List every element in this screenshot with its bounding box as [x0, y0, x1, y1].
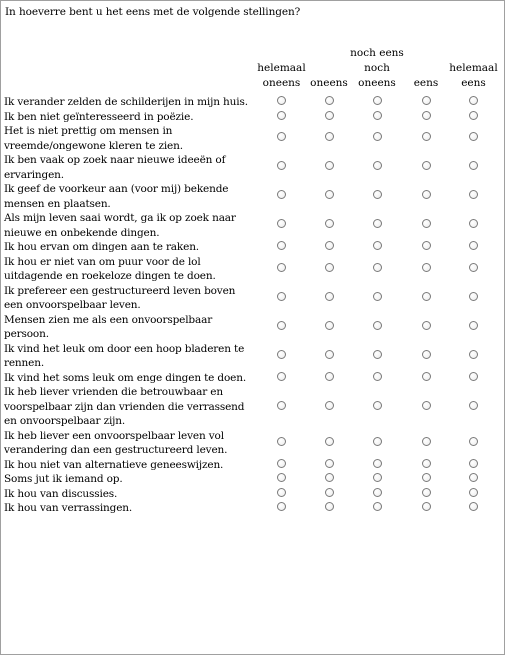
- option-cell-oneens: [309, 313, 349, 342]
- radio-helemaal-eens[interactable]: [469, 190, 478, 199]
- radio-oneens[interactable]: [325, 132, 334, 141]
- option-cell-eens: [405, 385, 447, 429]
- statement-row: [4, 429, 500, 458]
- option-cell-helemaal-oneens: [254, 472, 309, 487]
- statement-text: Ik hou niet van alternatieve geneeswijzen.: [4, 458, 224, 471]
- statement-text: Ik prefereer een gestructureerd leven boven een onvoorspelbaar leven.: [4, 284, 236, 311]
- radio-oneens[interactable]: [325, 473, 334, 482]
- radio-oneens[interactable]: [325, 502, 334, 511]
- radio-helemaal-eens[interactable]: [469, 132, 478, 141]
- statement-row: [4, 501, 500, 516]
- statement-text: Ik hou er niet van om puur voor de lol uitdagende en roekeloze dingen te doen.: [4, 255, 216, 282]
- option-cell-helemaal-eens: [447, 458, 500, 473]
- option-cell-eens: [405, 501, 447, 516]
- option-cell-neutraal: [349, 284, 405, 313]
- option-cell-helemaal-oneens: [254, 240, 309, 255]
- option-cell-helemaal-eens: [447, 501, 500, 516]
- option-cell-neutraal: [349, 313, 405, 342]
- option-cell-eens: [405, 342, 447, 371]
- statement-row: [4, 371, 500, 386]
- option-cell-neutraal: [349, 458, 405, 473]
- option-cell-eens: [405, 124, 447, 153]
- radio-eens[interactable]: [422, 111, 431, 120]
- statement-row: [4, 458, 500, 473]
- statement-row: [4, 342, 500, 371]
- radio-neutraal[interactable]: [373, 190, 382, 199]
- statement-column-header: [4, 46, 254, 95]
- radio-oneens[interactable]: [325, 161, 334, 170]
- radio-oneens[interactable]: [325, 219, 334, 228]
- option-cell-helemaal-oneens: [254, 458, 309, 473]
- radio-eens[interactable]: [422, 241, 431, 250]
- radio-helemaal-eens[interactable]: [469, 161, 478, 170]
- statement-row: [4, 124, 500, 153]
- column-header-eens: eens: [413, 77, 439, 89]
- option-cell-eens: [405, 182, 447, 211]
- option-cell-neutraal: [349, 501, 405, 516]
- radio-helemaal-oneens[interactable]: [277, 401, 286, 410]
- option-cell-oneens: [309, 458, 349, 473]
- radio-helemaal-eens[interactable]: [469, 437, 478, 446]
- option-cell-oneens: [309, 284, 349, 313]
- option-cell-helemaal-oneens: [254, 182, 309, 211]
- radio-eens[interactable]: [422, 459, 431, 468]
- radio-eens[interactable]: [422, 350, 431, 359]
- option-cell-helemaal-eens: [447, 182, 500, 211]
- likert-grid: [4, 46, 500, 516]
- radio-neutraal[interactable]: [373, 111, 382, 120]
- radio-helemaal-eens[interactable]: [469, 219, 478, 228]
- statement-text: Ik vind het leuk om door een hoop bladeren te rennen.: [4, 342, 245, 369]
- radio-eens[interactable]: [422, 132, 431, 141]
- statement-row: [4, 95, 500, 110]
- option-cell-oneens: [309, 385, 349, 429]
- question-text: In hoeverre bent u het eens met de volgende stellingen?: [5, 6, 301, 18]
- radio-helemaal-oneens[interactable]: [277, 350, 286, 359]
- statement-row: [4, 472, 500, 487]
- radio-neutraal[interactable]: [373, 401, 382, 410]
- radio-helemaal-oneens[interactable]: [277, 161, 286, 170]
- radio-oneens[interactable]: [325, 459, 334, 468]
- radio-eens[interactable]: [422, 372, 431, 381]
- option-cell-neutraal: [349, 342, 405, 371]
- option-cell-oneens: [309, 342, 349, 371]
- radio-oneens[interactable]: [325, 372, 334, 381]
- option-cell-eens: [405, 110, 447, 125]
- statement-row: [4, 153, 500, 182]
- radio-helemaal-oneens[interactable]: [277, 488, 286, 497]
- option-cell-eens: [405, 371, 447, 386]
- option-cell-neutraal: [349, 472, 405, 487]
- radio-oneens[interactable]: [325, 350, 334, 359]
- statement-text: Ik hou van discussies.: [4, 487, 118, 500]
- option-cell-eens: [405, 240, 447, 255]
- option-cell-helemaal-oneens: [254, 342, 309, 371]
- option-cell-neutraal: [349, 153, 405, 182]
- column-header-helemaal-oneens: helemaal oneens: [257, 62, 306, 89]
- option-cell-neutraal: [349, 429, 405, 458]
- option-cell-oneens: [309, 110, 349, 125]
- statement-text: Het is niet prettig om mensen in vreemde/ongewone kleren te zien.: [4, 125, 183, 152]
- statement-row: [4, 284, 500, 313]
- radio-oneens[interactable]: [325, 401, 334, 410]
- option-cell-neutraal: [349, 95, 405, 110]
- statement-text: Ik verander zelden de schilderijen in mijn huis.: [4, 96, 248, 108]
- statement-row: [4, 487, 500, 502]
- radio-oneens[interactable]: [325, 190, 334, 199]
- radio-helemaal-eens[interactable]: [469, 488, 478, 497]
- option-cell-oneens: [309, 472, 349, 487]
- radio-neutraal[interactable]: [373, 321, 382, 330]
- radio-eens[interactable]: [422, 502, 431, 511]
- option-cell-eens: [405, 313, 447, 342]
- radio-helemaal-eens[interactable]: [469, 321, 478, 330]
- radio-eens[interactable]: [422, 473, 431, 482]
- option-cell-oneens: [309, 255, 349, 284]
- option-cell-helemaal-oneens: [254, 124, 309, 153]
- option-cell-helemaal-eens: [447, 124, 500, 153]
- radio-oneens[interactable]: [325, 96, 334, 105]
- radio-neutraal[interactable]: [373, 96, 382, 105]
- option-cell-helemaal-oneens: [254, 284, 309, 313]
- radio-helemaal-eens[interactable]: [469, 401, 478, 410]
- radio-helemaal-oneens[interactable]: [277, 96, 286, 105]
- option-cell-helemaal-oneens: [254, 501, 309, 516]
- option-cell-neutraal: [349, 110, 405, 125]
- option-cell-neutraal: [349, 487, 405, 502]
- radio-eens[interactable]: [422, 219, 431, 228]
- statement-text: Mensen zien me als een onvoorspelbaar persoon.: [4, 313, 213, 340]
- statement-row: [4, 240, 500, 255]
- option-cell-helemaal-eens: [447, 371, 500, 386]
- radio-helemaal-eens[interactable]: [469, 241, 478, 250]
- option-cell-helemaal-eens: [447, 342, 500, 371]
- option-cell-eens: [405, 284, 447, 313]
- radio-eens[interactable]: [422, 263, 431, 272]
- radio-neutraal[interactable]: [373, 488, 382, 497]
- radio-helemaal-eens[interactable]: [469, 292, 478, 301]
- statement-text: Ik ben niet geïnteresseerd in poëzie.: [4, 110, 194, 123]
- option-cell-neutraal: [349, 182, 405, 211]
- statement-text: Als mijn leven saai wordt, ga ik op zoek naar nieuwe en onbekende dingen.: [4, 212, 236, 239]
- radio-neutraal[interactable]: [373, 459, 382, 468]
- option-cell-oneens: [309, 240, 349, 255]
- statement-text: Ik vind het soms leuk om enge dingen te doen.: [4, 371, 247, 384]
- option-cell-helemaal-eens: [447, 211, 500, 240]
- option-cell-neutraal: [349, 385, 405, 429]
- statement-row: [4, 385, 500, 429]
- option-cell-helemaal-eens: [447, 472, 500, 487]
- option-cell-eens: [405, 472, 447, 487]
- radio-oneens[interactable]: [325, 292, 334, 301]
- option-cell-helemaal-eens: [447, 153, 500, 182]
- radio-helemaal-oneens[interactable]: [277, 321, 286, 330]
- option-cell-oneens: [309, 95, 349, 110]
- option-cell-neutraal: [349, 211, 405, 240]
- option-cell-oneens: [309, 211, 349, 240]
- radio-neutraal[interactable]: [373, 292, 382, 301]
- option-cell-helemaal-eens: [447, 110, 500, 125]
- option-cell-oneens: [309, 501, 349, 516]
- radio-helemaal-eens[interactable]: [469, 502, 478, 511]
- option-cell-helemaal-oneens: [254, 487, 309, 502]
- radio-neutraal[interactable]: [373, 161, 382, 170]
- radio-neutraal[interactable]: [373, 263, 382, 272]
- option-cell-helemaal-eens: [447, 313, 500, 342]
- option-cell-helemaal-eens: [447, 240, 500, 255]
- statement-text: Ik heb liever vrienden die betrouwbaar en voorspelbaar zijn dan vrienden die verrassend en onvoorspelbaar zijn.: [4, 386, 245, 427]
- option-cell-helemaal-oneens: [254, 95, 309, 110]
- radio-helemaal-eens[interactable]: [469, 372, 478, 381]
- option-cell-eens: [405, 458, 447, 473]
- statement-text: Ik hou ervan om dingen aan te raken.: [4, 241, 199, 253]
- statement-row: [4, 110, 500, 125]
- radio-eens[interactable]: [422, 321, 431, 330]
- option-cell-helemaal-eens: [447, 429, 500, 458]
- radio-helemaal-oneens[interactable]: [277, 459, 286, 468]
- option-cell-helemaal-eens: [447, 284, 500, 313]
- radio-oneens[interactable]: [325, 321, 334, 330]
- option-cell-helemaal-oneens: [254, 429, 309, 458]
- statement-text: Ik ben vaak op zoek naar nieuwe ideeën of ervaringen.: [4, 154, 226, 181]
- option-cell-eens: [405, 255, 447, 284]
- column-header-oneens: oneens: [310, 77, 348, 89]
- radio-neutraal[interactable]: [373, 350, 382, 359]
- radio-helemaal-oneens[interactable]: [277, 190, 286, 199]
- statement-text: Ik heb liever een onvoorspelbaar leven vol verandering dan een gestructureerd leven.: [4, 429, 228, 456]
- radio-oneens[interactable]: [325, 111, 334, 120]
- radio-oneens[interactable]: [325, 437, 334, 446]
- header-row: [4, 46, 500, 95]
- radio-helemaal-oneens[interactable]: [277, 241, 286, 250]
- option-cell-helemaal-oneens: [254, 153, 309, 182]
- radio-oneens[interactable]: [325, 263, 334, 272]
- option-cell-oneens: [309, 429, 349, 458]
- radio-helemaal-oneens[interactable]: [277, 473, 286, 482]
- radio-oneens[interactable]: [325, 241, 334, 250]
- option-cell-neutraal: [349, 240, 405, 255]
- option-cell-helemaal-oneens: [254, 371, 309, 386]
- option-cell-oneens: [309, 124, 349, 153]
- radio-helemaal-eens[interactable]: [469, 459, 478, 468]
- radio-helemaal-oneens[interactable]: [277, 502, 286, 511]
- radio-helemaal-oneens[interactable]: [277, 132, 286, 141]
- radio-oneens[interactable]: [325, 488, 334, 497]
- option-cell-helemaal-oneens: [254, 211, 309, 240]
- radio-eens[interactable]: [422, 96, 431, 105]
- radio-eens[interactable]: [422, 161, 431, 170]
- radio-eens[interactable]: [422, 437, 431, 446]
- statement-text: Ik hou van verrassingen.: [4, 502, 133, 514]
- option-cell-helemaal-eens: [447, 385, 500, 429]
- radio-eens[interactable]: [422, 488, 431, 497]
- option-cell-helemaal-eens: [447, 95, 500, 110]
- statement-row: [4, 182, 500, 211]
- option-cell-eens: [405, 95, 447, 110]
- option-cell-eens: [405, 153, 447, 182]
- radio-helemaal-oneens[interactable]: [277, 111, 286, 120]
- option-cell-helemaal-oneens: [254, 385, 309, 429]
- radio-neutraal[interactable]: [373, 372, 382, 381]
- radio-neutraal[interactable]: [373, 473, 382, 482]
- option-cell-neutraal: [349, 124, 405, 153]
- statement-text: Soms jut ik iemand op.: [4, 473, 123, 485]
- radio-eens[interactable]: [422, 401, 431, 410]
- statement-row: [4, 211, 500, 240]
- radio-neutraal[interactable]: [373, 132, 382, 141]
- radio-neutraal[interactable]: [373, 241, 382, 250]
- radio-helemaal-eens[interactable]: [469, 350, 478, 359]
- option-cell-neutraal: [349, 371, 405, 386]
- option-cell-helemaal-eens: [447, 255, 500, 284]
- statement-row: [4, 255, 500, 284]
- radio-helemaal-eens[interactable]: [469, 96, 478, 105]
- radio-helemaal-oneens[interactable]: [277, 292, 286, 301]
- option-cell-oneens: [309, 487, 349, 502]
- column-header-neutraal: noch eens noch oneens: [350, 47, 404, 89]
- statement-row: [4, 313, 500, 342]
- option-cell-oneens: [309, 182, 349, 211]
- radio-helemaal-eens[interactable]: [469, 111, 478, 120]
- radio-helemaal-oneens[interactable]: [277, 263, 286, 272]
- option-cell-neutraal: [349, 255, 405, 284]
- statement-text: Ik geef de voorkeur aan (voor mij) bekende mensen en plaatsen.: [4, 183, 229, 210]
- radio-eens[interactable]: [422, 292, 431, 301]
- radio-helemaal-oneens[interactable]: [277, 437, 286, 446]
- radio-helemaal-oneens[interactable]: [277, 219, 286, 228]
- option-cell-eens: [405, 429, 447, 458]
- radio-neutraal[interactable]: [373, 437, 382, 446]
- option-cell-helemaal-oneens: [254, 255, 309, 284]
- radio-neutraal[interactable]: [373, 219, 382, 228]
- radio-eens[interactable]: [422, 190, 431, 199]
- option-cell-eens: [405, 487, 447, 502]
- option-cell-oneens: [309, 153, 349, 182]
- option-cell-helemaal-eens: [447, 487, 500, 502]
- radio-helemaal-eens[interactable]: [469, 263, 478, 272]
- option-cell-helemaal-oneens: [254, 110, 309, 125]
- option-cell-eens: [405, 211, 447, 240]
- column-header-helemaal-eens: helemaal eens: [449, 62, 498, 89]
- option-cell-oneens: [309, 371, 349, 386]
- radio-helemaal-eens[interactable]: [469, 473, 478, 482]
- option-cell-helemaal-oneens: [254, 313, 309, 342]
- radio-helemaal-oneens[interactable]: [277, 372, 286, 381]
- radio-neutraal[interactable]: [373, 502, 382, 511]
